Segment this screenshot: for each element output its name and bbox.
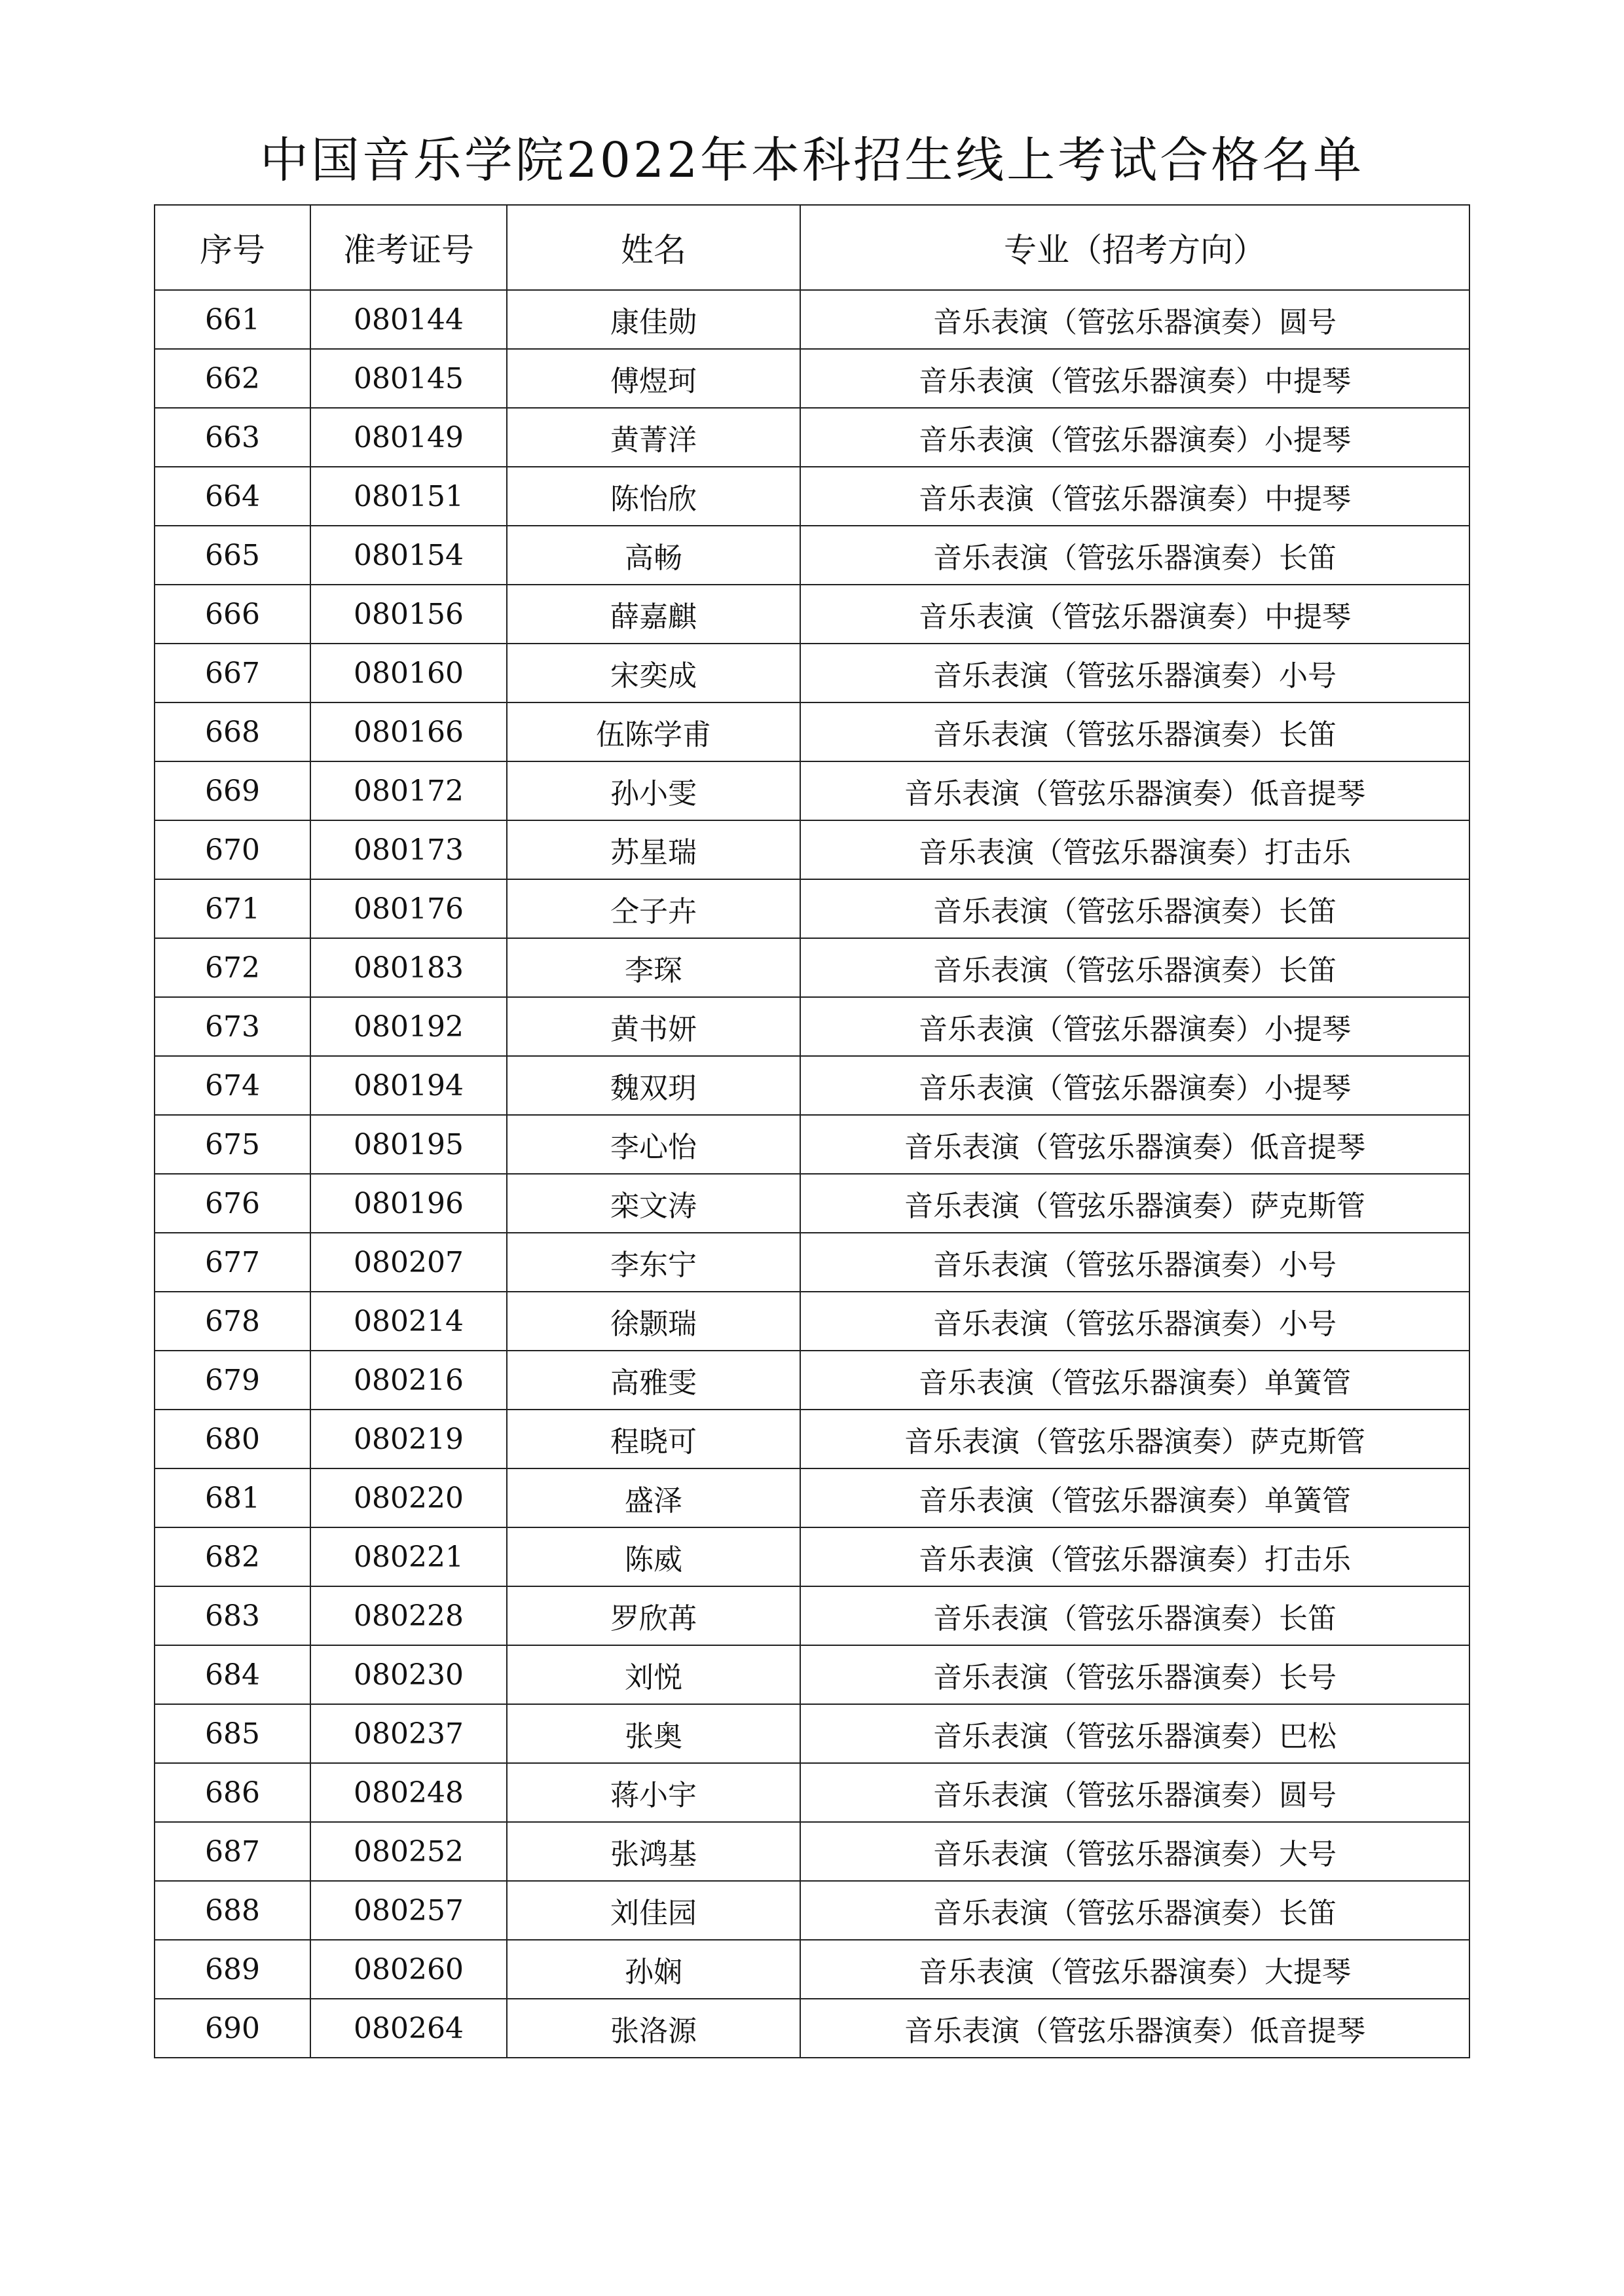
cell-exam-number: 080194: [310, 1056, 507, 1115]
table-row: [155, 1468, 1469, 1527]
cell-seq: 679: [155, 1351, 310, 1410]
cell-major: 音乐表演（管弦乐器演奏）萨克斯管: [800, 1410, 1469, 1468]
table-row: [155, 1999, 1469, 2058]
cell-seq: 685: [155, 1704, 310, 1763]
cell-seq: 662: [155, 349, 310, 408]
cell-name: 李琛: [507, 938, 800, 997]
table-row: [155, 1351, 1469, 1410]
header-seq: 序号: [155, 205, 310, 290]
cell-seq: 673: [155, 997, 310, 1056]
cell-seq: 668: [155, 702, 310, 761]
cell-major: 音乐表演（管弦乐器演奏）打击乐: [800, 1527, 1469, 1586]
cell-exam-number: 080156: [310, 585, 507, 644]
page-title: 中国音乐学院2022年本科招生线上考试合格名单: [259, 132, 1365, 189]
cell-name: 张奥: [507, 1704, 800, 1763]
table-row: [155, 1704, 1469, 1763]
cell-name: 陈威: [507, 1527, 800, 1586]
cell-seq: 664: [155, 467, 310, 526]
cell-exam-number: 080252: [310, 1822, 507, 1881]
cell-exam-number: 080214: [310, 1292, 507, 1351]
cell-exam-number: 080176: [310, 879, 507, 938]
table-row: [155, 1527, 1469, 1586]
cell-name: 高畅: [507, 526, 800, 585]
cell-exam-number: 080219: [310, 1410, 507, 1468]
cell-name: 傅煜珂: [507, 349, 800, 408]
cell-exam-number: 080151: [310, 467, 507, 526]
cell-exam-number: 080260: [310, 1940, 507, 1999]
cell-name: 盛泽: [507, 1468, 800, 1527]
cell-seq: 684: [155, 1645, 310, 1704]
cell-major: 音乐表演（管弦乐器演奏）长笛: [800, 526, 1469, 585]
cell-major: 音乐表演（管弦乐器演奏）萨克斯管: [800, 1174, 1469, 1233]
cell-exam-number: 080154: [310, 526, 507, 585]
table-row: [155, 938, 1469, 997]
cell-name: 苏星瑞: [507, 820, 800, 879]
cell-seq: 683: [155, 1586, 310, 1645]
cell-name: 刘悦: [507, 1645, 800, 1704]
cell-major: 音乐表演（管弦乐器演奏）低音提琴: [800, 761, 1469, 820]
cell-seq: 665: [155, 526, 310, 585]
cell-major: 音乐表演（管弦乐器演奏）巴松: [800, 1704, 1469, 1763]
cell-exam-number: 080144: [310, 290, 507, 349]
cell-major: 音乐表演（管弦乐器演奏）圆号: [800, 290, 1469, 349]
cell-name: 张洛源: [507, 1999, 800, 2058]
cell-major: 音乐表演（管弦乐器演奏）中提琴: [800, 585, 1469, 644]
table-row: [155, 820, 1469, 879]
header-exam-number: 准考证号: [310, 205, 507, 290]
cell-exam-number: 080207: [310, 1233, 507, 1292]
cell-exam-number: 080160: [310, 644, 507, 702]
cell-major: 音乐表演（管弦乐器演奏）小提琴: [800, 408, 1469, 467]
cell-name: 陈怡欣: [507, 467, 800, 526]
cell-name: 蒋小宇: [507, 1763, 800, 1822]
table-row: [155, 1822, 1469, 1881]
table-row: [155, 1763, 1469, 1822]
table-row: [155, 1292, 1469, 1351]
cell-name: 罗欣苒: [507, 1586, 800, 1645]
cell-exam-number: 080196: [310, 1174, 507, 1233]
table-row: [155, 997, 1469, 1056]
cell-exam-number: 080248: [310, 1763, 507, 1822]
cell-seq: 666: [155, 585, 310, 644]
table-row: [155, 644, 1469, 702]
cell-seq: 688: [155, 1881, 310, 1940]
cell-seq: 682: [155, 1527, 310, 1586]
cell-name: 仝子卉: [507, 879, 800, 938]
table-row: [155, 702, 1469, 761]
cell-major: 音乐表演（管弦乐器演奏）单簧管: [800, 1351, 1469, 1410]
cell-major: 音乐表演（管弦乐器演奏）长笛: [800, 1586, 1469, 1645]
cell-seq: 669: [155, 761, 310, 820]
cell-seq: 678: [155, 1292, 310, 1351]
cell-name: 徐颢瑞: [507, 1292, 800, 1351]
table-row: [155, 585, 1469, 644]
cell-seq: 661: [155, 290, 310, 349]
admission-list-table: [154, 204, 1470, 2058]
cell-name: 康佳勋: [507, 290, 800, 349]
cell-name: 孙小雯: [507, 761, 800, 820]
cell-exam-number: 080173: [310, 820, 507, 879]
cell-seq: 676: [155, 1174, 310, 1233]
cell-major: 音乐表演（管弦乐器演奏）中提琴: [800, 349, 1469, 408]
cell-major: 音乐表演（管弦乐器演奏）长号: [800, 1645, 1469, 1704]
table-row: [155, 408, 1469, 467]
cell-exam-number: 080257: [310, 1881, 507, 1940]
table-row: [155, 1645, 1469, 1704]
header-major: 专业（招考方向）: [800, 205, 1469, 290]
cell-name: 伍陈学甫: [507, 702, 800, 761]
cell-name: 高雅雯: [507, 1351, 800, 1410]
table-row: [155, 1233, 1469, 1292]
cell-seq: 680: [155, 1410, 310, 1468]
cell-seq: 690: [155, 1999, 310, 2058]
cell-seq: 663: [155, 408, 310, 467]
cell-name: 栾文涛: [507, 1174, 800, 1233]
cell-major: 音乐表演（管弦乐器演奏）单簧管: [800, 1468, 1469, 1527]
cell-seq: 681: [155, 1468, 310, 1527]
cell-name: 李东宁: [507, 1233, 800, 1292]
cell-major: 音乐表演（管弦乐器演奏）低音提琴: [800, 1115, 1469, 1174]
cell-exam-number: 080172: [310, 761, 507, 820]
cell-exam-number: 080228: [310, 1586, 507, 1645]
cell-exam-number: 080264: [310, 1999, 507, 2058]
cell-name: 刘佳园: [507, 1881, 800, 1940]
cell-major: 音乐表演（管弦乐器演奏）低音提琴: [800, 1999, 1469, 2058]
cell-major: 音乐表演（管弦乐器演奏）小号: [800, 1292, 1469, 1351]
cell-major: 音乐表演（管弦乐器演奏）长笛: [800, 1881, 1469, 1940]
table-row: [155, 349, 1469, 408]
cell-name: 李心怡: [507, 1115, 800, 1174]
cell-exam-number: 080166: [310, 702, 507, 761]
table-row: [155, 761, 1469, 820]
cell-major: 音乐表演（管弦乐器演奏）大号: [800, 1822, 1469, 1881]
cell-seq: 671: [155, 879, 310, 938]
table-row: [155, 1586, 1469, 1645]
table-row: [155, 1410, 1469, 1468]
cell-name: 宋奕成: [507, 644, 800, 702]
table-row: [155, 526, 1469, 585]
cell-major: 音乐表演（管弦乐器演奏）圆号: [800, 1763, 1469, 1822]
cell-major: 音乐表演（管弦乐器演奏）打击乐: [800, 820, 1469, 879]
cell-major: 音乐表演（管弦乐器演奏）小号: [800, 644, 1469, 702]
cell-name: 黄书妍: [507, 997, 800, 1056]
table-row: [155, 879, 1469, 938]
cell-exam-number: 080195: [310, 1115, 507, 1174]
cell-exam-number: 080237: [310, 1704, 507, 1763]
cell-seq: 689: [155, 1940, 310, 1999]
cell-exam-number: 080216: [310, 1351, 507, 1410]
cell-seq: 686: [155, 1763, 310, 1822]
cell-seq: 677: [155, 1233, 310, 1292]
cell-seq: 667: [155, 644, 310, 702]
cell-seq: 670: [155, 820, 310, 879]
cell-major: 音乐表演（管弦乐器演奏）长笛: [800, 702, 1469, 761]
table-row: [155, 1940, 1469, 1999]
cell-exam-number: 080183: [310, 938, 507, 997]
cell-major: 音乐表演（管弦乐器演奏）长笛: [800, 879, 1469, 938]
cell-exam-number: 080221: [310, 1527, 507, 1586]
table-row: [155, 467, 1469, 526]
cell-name: 程晓可: [507, 1410, 800, 1468]
cell-exam-number: 080220: [310, 1468, 507, 1527]
header-name: 姓名: [507, 205, 800, 290]
cell-name: 黄菁洋: [507, 408, 800, 467]
cell-seq: 674: [155, 1056, 310, 1115]
cell-major: 音乐表演（管弦乐器演奏）长笛: [800, 938, 1469, 997]
cell-name: 孙娴: [507, 1940, 800, 1999]
cell-exam-number: 080192: [310, 997, 507, 1056]
table-row: [155, 1115, 1469, 1174]
cell-seq: 672: [155, 938, 310, 997]
cell-major: 音乐表演（管弦乐器演奏）小提琴: [800, 997, 1469, 1056]
cell-major: 音乐表演（管弦乐器演奏）中提琴: [800, 467, 1469, 526]
table-row: [155, 1881, 1469, 1940]
cell-name: 魏双玥: [507, 1056, 800, 1115]
cell-name: 张鸿基: [507, 1822, 800, 1881]
cell-major: 音乐表演（管弦乐器演奏）大提琴: [800, 1940, 1469, 1999]
table-body: [155, 290, 1469, 2058]
cell-exam-number: 080149: [310, 408, 507, 467]
cell-exam-number: 080230: [310, 1645, 507, 1704]
table-row: [155, 1056, 1469, 1115]
table-row: [155, 1174, 1469, 1233]
cell-major: 音乐表演（管弦乐器演奏）小提琴: [800, 1056, 1469, 1115]
table-header-row: [155, 205, 1469, 290]
table-row: [155, 290, 1469, 349]
cell-seq: 687: [155, 1822, 310, 1881]
cell-seq: 675: [155, 1115, 310, 1174]
cell-name: 薛嘉麒: [507, 585, 800, 644]
cell-major: 音乐表演（管弦乐器演奏）小号: [800, 1233, 1469, 1292]
cell-exam-number: 080145: [310, 349, 507, 408]
